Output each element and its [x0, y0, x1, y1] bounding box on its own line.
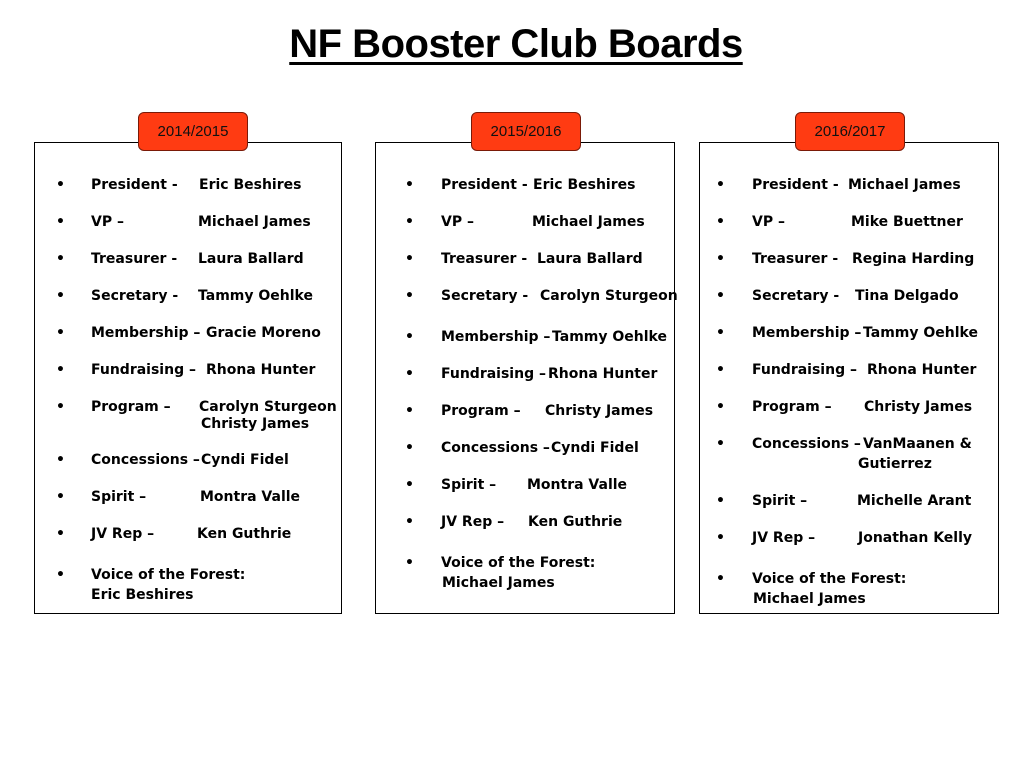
bullet-icon: •: [716, 530, 725, 546]
member-name: Mike Buettner: [851, 214, 963, 230]
year-tab-2016-2017: 2016/2017: [795, 112, 905, 151]
member-name: Ken Guthrie: [197, 526, 292, 542]
bullet-icon: •: [56, 177, 65, 193]
member-name: VanMaanen &: [863, 436, 972, 452]
bullet-icon: •: [405, 366, 414, 382]
role-label: Membership –: [91, 325, 201, 341]
bullet-icon: •: [405, 440, 414, 456]
role-label: Treasurer -: [752, 251, 839, 267]
bullet-icon: •: [716, 362, 725, 378]
role-label: JV Rep –: [752, 530, 816, 546]
role-label: Fundraising –: [91, 362, 196, 378]
member-name: Tammy Oehlke: [863, 325, 978, 341]
role-label: VP –: [91, 214, 124, 230]
role-label: Fundraising –: [441, 366, 546, 382]
role-label: JV Rep –: [441, 514, 505, 530]
role-label: Membership –: [752, 325, 862, 341]
bullet-icon: •: [56, 399, 65, 415]
role-label: Treasurer -: [91, 251, 178, 267]
member-name: Eric Beshires: [91, 587, 194, 603]
bullet-icon: •: [716, 288, 725, 304]
member-name: Tina Delgado: [855, 288, 959, 304]
member-name: Laura Ballard: [198, 251, 304, 267]
bullet-icon: •: [56, 452, 65, 468]
bullet-icon: •: [405, 251, 414, 267]
member-name: Gutierrez: [858, 456, 932, 472]
year-tab-2015-2016: 2015/2016: [471, 112, 581, 151]
member-name: Rhona Hunter: [548, 366, 658, 382]
member-name: Cyndi Fidel: [551, 440, 639, 456]
role-label: Concessions –: [91, 452, 200, 468]
bullet-icon: •: [405, 288, 414, 304]
role-label: Voice of the Forest:: [752, 571, 907, 587]
bullet-icon: •: [405, 403, 414, 419]
role-label: Program –: [752, 399, 832, 415]
bullet-icon: •: [405, 177, 414, 193]
role-label: Voice of the Forest:: [441, 555, 596, 571]
role-label: Secretary -: [441, 288, 529, 304]
year-tab-2014-2015: 2014/2015: [138, 112, 248, 151]
role-label: Program –: [441, 403, 521, 419]
bullet-icon: •: [716, 325, 725, 341]
role-label: Spirit –: [441, 477, 497, 493]
role-label: Fundraising –: [752, 362, 857, 378]
bullet-icon: •: [405, 214, 414, 230]
member-name: Michelle Arant: [857, 493, 972, 509]
bullet-icon: •: [405, 329, 414, 345]
member-name: Cyndi Fidel: [201, 452, 289, 468]
role-label: VP –: [752, 214, 785, 230]
role-label: Secretary -: [752, 288, 840, 304]
role-label: Concessions –: [441, 440, 550, 456]
bullet-icon: •: [405, 514, 414, 530]
member-name: Montra Valle: [200, 489, 301, 505]
role-label: VP –: [441, 214, 474, 230]
member-name: Michael James: [198, 214, 311, 230]
role-label: Program –: [91, 399, 171, 415]
member-name: Carolyn Sturgeon: [199, 399, 337, 415]
role-label: Concessions –: [752, 436, 861, 452]
member-name: Rhona Hunter: [867, 362, 977, 378]
bullet-icon: •: [716, 493, 725, 509]
member-name: Ken Guthrie: [528, 514, 623, 530]
member-name: Christy James: [201, 416, 310, 432]
page-title: NF Booster Club Boards: [289, 22, 743, 66]
member-name: Tammy Oehlke: [198, 288, 313, 304]
bullet-icon: •: [716, 436, 725, 452]
role-label: Membership –: [441, 329, 551, 345]
member-name: Michael James: [532, 214, 645, 230]
member-name: Eric Beshires: [533, 177, 636, 193]
role-label: President -: [91, 177, 178, 193]
bullet-icon: •: [716, 177, 725, 193]
bullet-icon: •: [405, 555, 414, 571]
bullet-icon: •: [716, 399, 725, 415]
member-name: Gracie Moreno: [206, 325, 321, 341]
member-name: Rhona Hunter: [206, 362, 316, 378]
bullet-icon: •: [56, 288, 65, 304]
bullet-icon: •: [716, 571, 725, 587]
bullet-icon: •: [56, 526, 65, 542]
bullet-icon: •: [56, 214, 65, 230]
role-label: President -: [441, 177, 528, 193]
bullet-icon: •: [716, 251, 725, 267]
member-name: Michael James: [753, 591, 866, 607]
member-name: Michael James: [442, 575, 555, 591]
role-label: Treasurer -: [441, 251, 528, 267]
member-name: Christy James: [864, 399, 973, 415]
role-label: President -: [752, 177, 839, 193]
member-name: Jonathan Kelly: [858, 530, 973, 546]
member-name: Laura Ballard: [537, 251, 643, 267]
role-label: JV Rep –: [91, 526, 155, 542]
member-name: Tammy Oehlke: [552, 329, 667, 345]
bullet-icon: •: [56, 325, 65, 341]
member-name: Regina Harding: [852, 251, 975, 267]
bullet-icon: •: [56, 489, 65, 505]
member-name: Eric Beshires: [199, 177, 302, 193]
role-label: Spirit –: [91, 489, 147, 505]
bullet-icon: •: [56, 362, 65, 378]
member-name: Christy James: [545, 403, 654, 419]
member-name: Montra Valle: [527, 477, 628, 493]
bullet-icon: •: [56, 251, 65, 267]
bullet-icon: •: [716, 214, 725, 230]
member-name: Carolyn Sturgeon: [540, 288, 678, 304]
role-label: Spirit –: [752, 493, 808, 509]
role-label: Secretary -: [91, 288, 179, 304]
bullet-icon: •: [56, 567, 65, 583]
member-name: Michael James: [848, 177, 961, 193]
role-label: Voice of the Forest:: [91, 567, 246, 583]
bullet-icon: •: [405, 477, 414, 493]
